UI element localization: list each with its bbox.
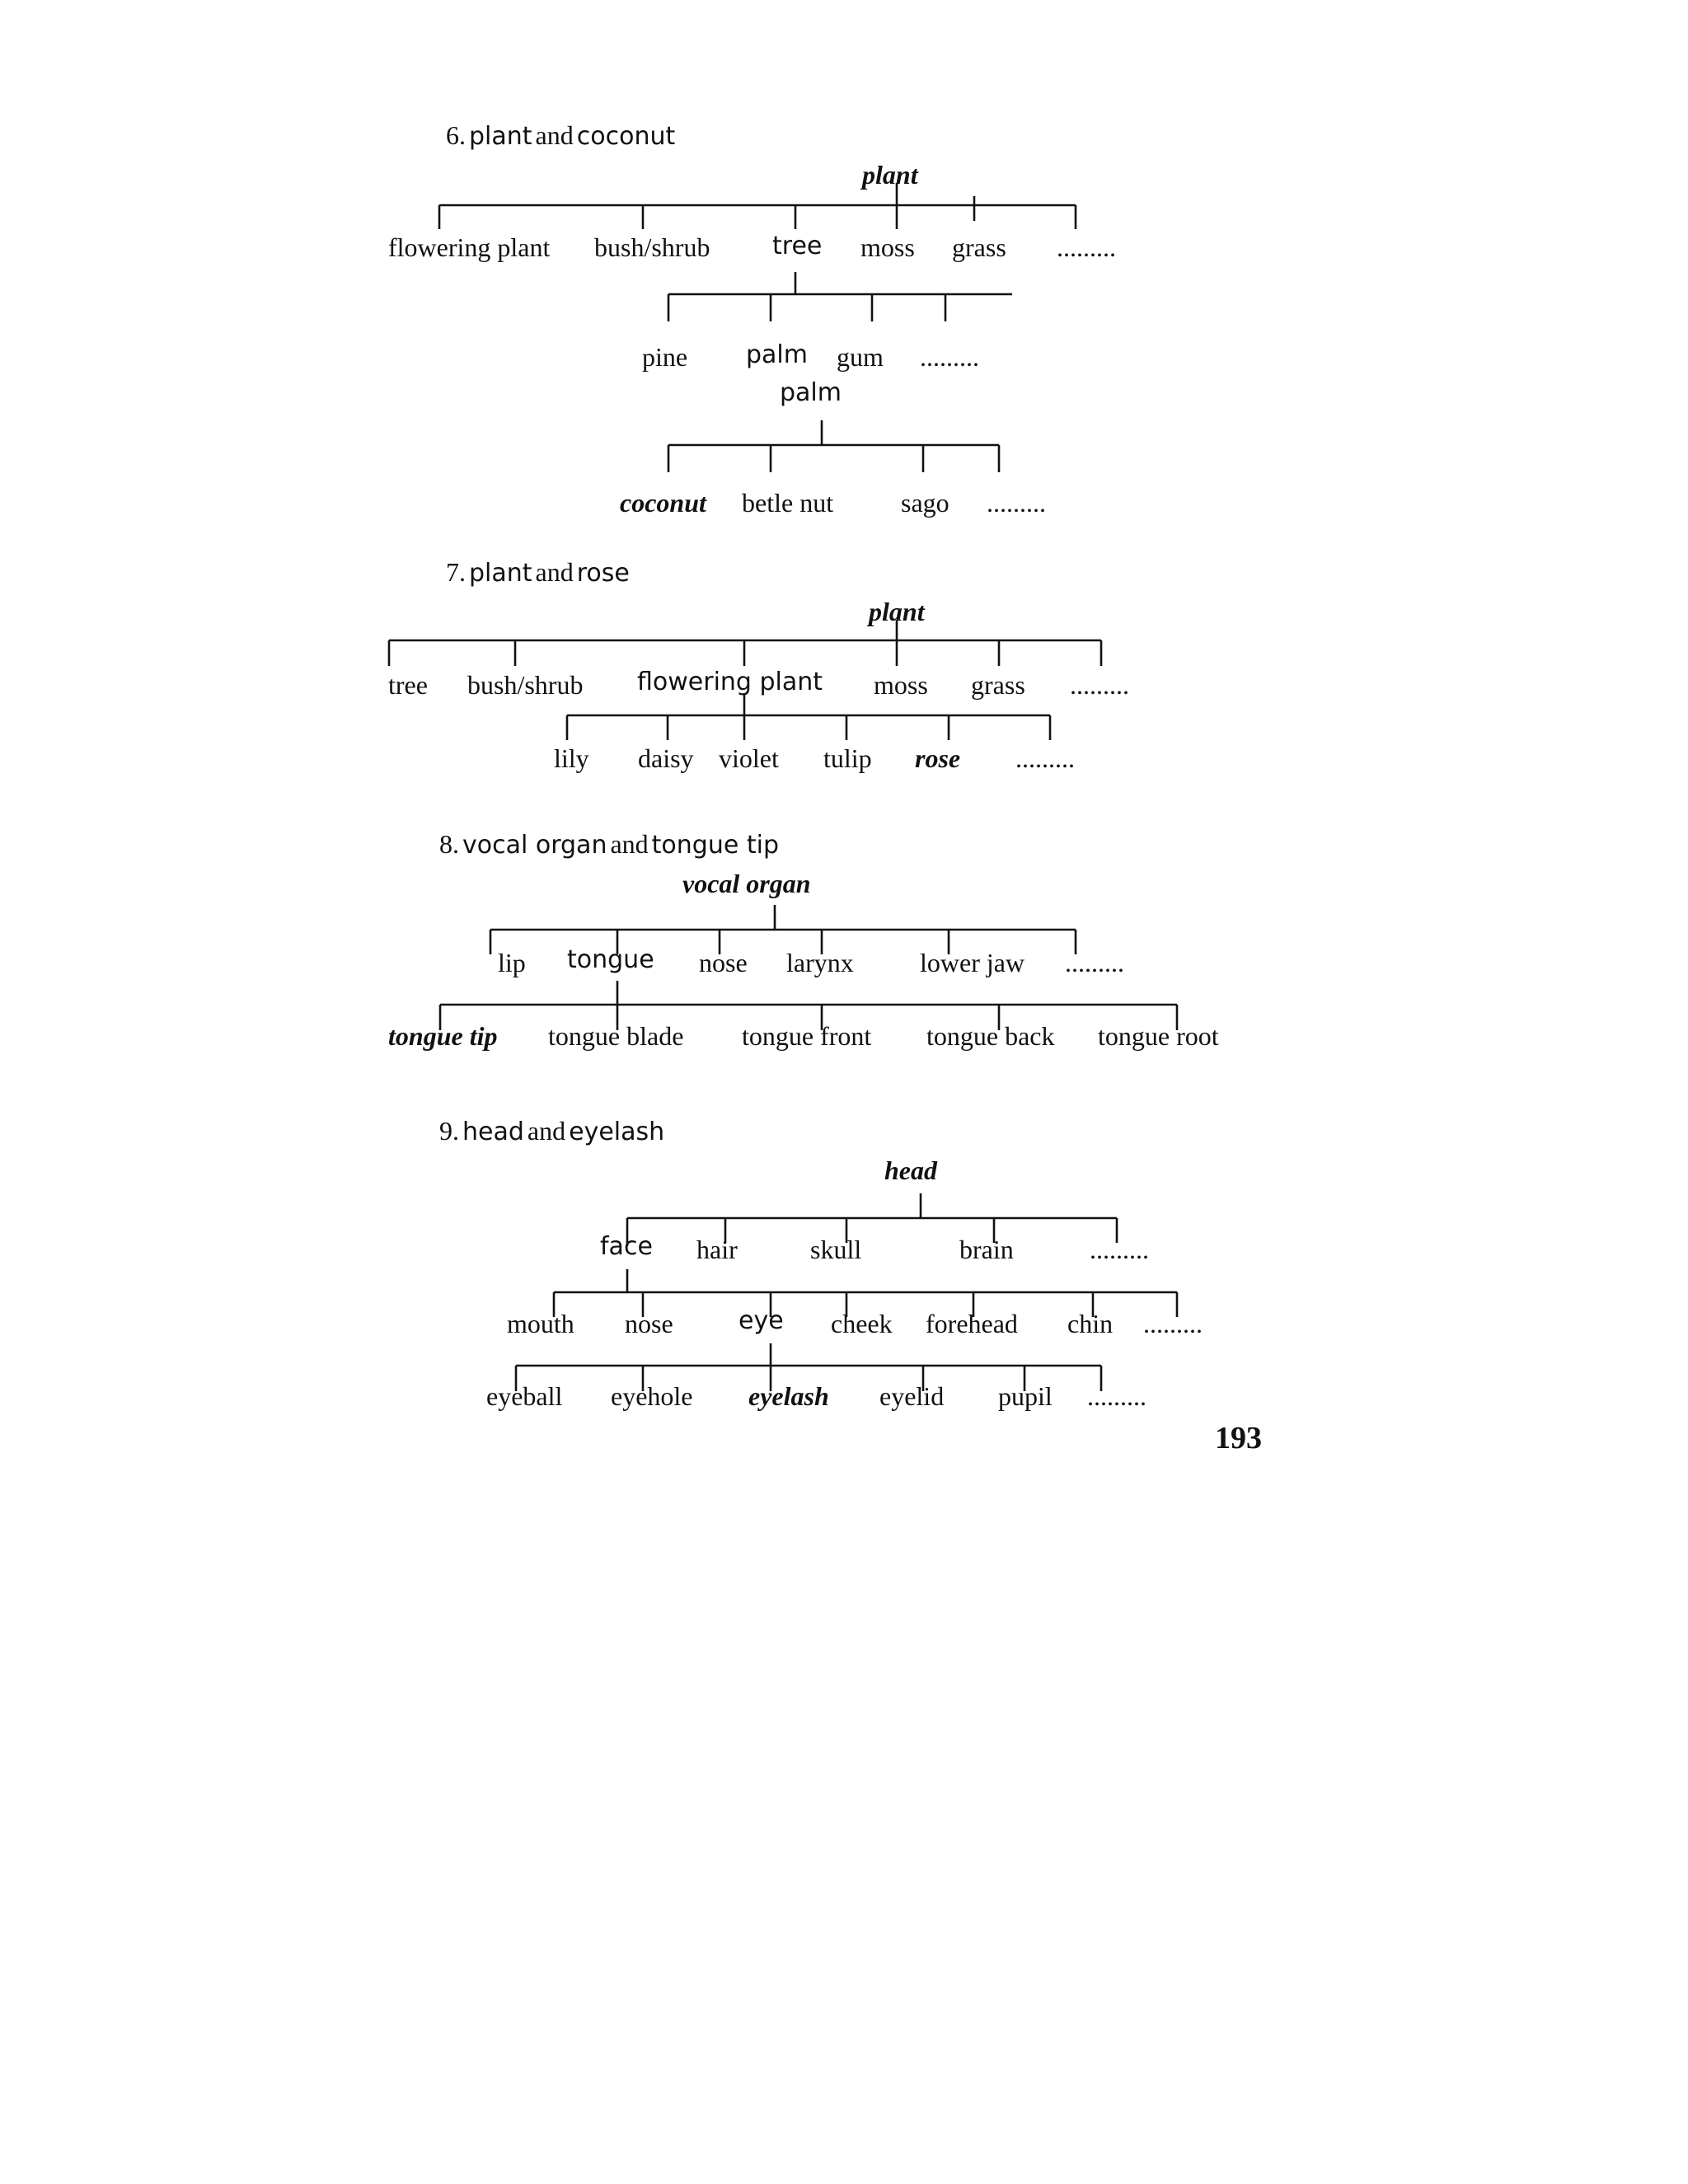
s9-tree2-node: chin	[1067, 1309, 1114, 1338]
section-8-heading	[439, 831, 779, 858]
s7-tree1-node: .........	[1070, 670, 1129, 700]
term-a: plant	[469, 122, 532, 151]
s8-tree1-root: vocal organ	[682, 869, 811, 898]
s7-tree1-node: tree	[388, 670, 428, 700]
s7-tree2-node: tulip	[823, 743, 872, 773]
s7-tree1-node: moss	[874, 670, 928, 700]
s6-tree3-node: sago	[901, 488, 950, 518]
term-b: eyelash	[569, 1118, 665, 1146]
s9-tree1-node: face	[600, 1232, 653, 1261]
conjunction: and	[535, 557, 574, 587]
s8-tree1-node: lower jaw	[920, 948, 1025, 977]
section-7-heading	[446, 559, 630, 586]
conjunction: and	[527, 1116, 566, 1146]
term-b: coconut	[576, 122, 676, 151]
s6-tree1-node: flowering plant	[388, 232, 551, 262]
s6-tree1-node: .........	[1057, 232, 1116, 262]
section-number: 7.	[446, 557, 466, 587]
s9-tree2-node: .........	[1143, 1309, 1203, 1338]
section-number: 6.	[446, 120, 466, 150]
s7-tree1-node: flowering plant	[637, 668, 823, 696]
s9-tree1-node: brain	[959, 1235, 1014, 1264]
conjunction: and	[610, 829, 649, 859]
s6-tree1-root: plant	[862, 160, 918, 190]
s7-tree2-node: daisy	[638, 743, 694, 773]
s9-tree3-node: eyeball	[486, 1381, 563, 1411]
term-b: rose	[576, 559, 630, 588]
s6-tree3-root: palm	[780, 378, 842, 407]
s9-tree2-node: cheek	[831, 1309, 893, 1338]
s6-tree3-node: coconut	[620, 488, 706, 518]
s6-tree1-node: moss	[860, 232, 915, 262]
s7-tree2-node: rose	[915, 743, 961, 773]
s9-tree3-node: eyelash	[748, 1381, 829, 1411]
s9-tree2-node: forehead	[926, 1309, 1018, 1338]
s7-tree2-node: lily	[554, 743, 589, 773]
s7-tree2-node: violet	[719, 743, 779, 773]
s6-tree3-node: .........	[987, 488, 1046, 518]
s7-tree1-node: bush/shrub	[467, 670, 584, 700]
s8-tree1-node: lip	[498, 948, 526, 977]
s7-tree2-node: .........	[1015, 743, 1075, 773]
term-b: tongue tip	[651, 831, 779, 860]
page-number: 193	[1215, 1421, 1262, 1455]
s8-tree1-node: nose	[699, 948, 748, 977]
s6-tree2-node: palm	[746, 340, 808, 369]
s9-tree3-node: eyehole	[611, 1381, 693, 1411]
s9-tree3-node: .........	[1087, 1381, 1146, 1411]
s9-tree1-node: hair	[696, 1235, 738, 1264]
s9-tree2-node: mouth	[507, 1309, 574, 1338]
s8-tree2-node: tongue back	[926, 1021, 1055, 1051]
s6-tree2-node: gum	[837, 342, 884, 372]
section-6-lines	[439, 183, 1076, 472]
s8-tree2-node: tongue root	[1098, 1021, 1219, 1051]
section-9-lines	[516, 1193, 1177, 1391]
s6-tree1-node: bush/shrub	[594, 232, 710, 262]
s6-tree2-node: .........	[920, 342, 979, 372]
section-number: 8.	[439, 829, 459, 859]
term-a: plant	[469, 559, 532, 588]
s9-tree2-node: eye	[738, 1306, 784, 1335]
section-number: 9.	[439, 1116, 459, 1146]
s9-tree1-root: head	[884, 1155, 937, 1185]
section-9-heading	[439, 1118, 664, 1145]
s9-tree1-node: skull	[810, 1235, 862, 1264]
s6-tree1-node: grass	[952, 232, 1006, 262]
s6-tree2-node: pine	[642, 342, 688, 372]
s8-tree1-node: .........	[1065, 948, 1124, 977]
conjunction: and	[535, 120, 574, 150]
s8-tree2-node: tongue tip	[388, 1021, 498, 1051]
s7-tree1-node: grass	[971, 670, 1025, 700]
term-a: vocal organ	[462, 831, 607, 860]
term-a: head	[462, 1118, 524, 1146]
s9-tree3-node: pupil	[998, 1381, 1053, 1411]
s9-tree2-node: nose	[625, 1309, 673, 1338]
section-6-heading	[446, 122, 675, 149]
s6-tree1-node: tree	[772, 232, 823, 260]
s8-tree2-node: tongue front	[742, 1021, 872, 1051]
s8-tree1-node: tongue	[567, 945, 654, 974]
s9-tree1-node: .........	[1090, 1235, 1149, 1264]
s6-tree3-node: betle nut	[742, 488, 834, 518]
s8-tree1-node: larynx	[786, 948, 854, 977]
s8-tree2-node: tongue blade	[548, 1021, 684, 1051]
s9-tree3-node: eyelid	[879, 1381, 945, 1411]
s7-tree1-root: plant	[869, 597, 925, 626]
